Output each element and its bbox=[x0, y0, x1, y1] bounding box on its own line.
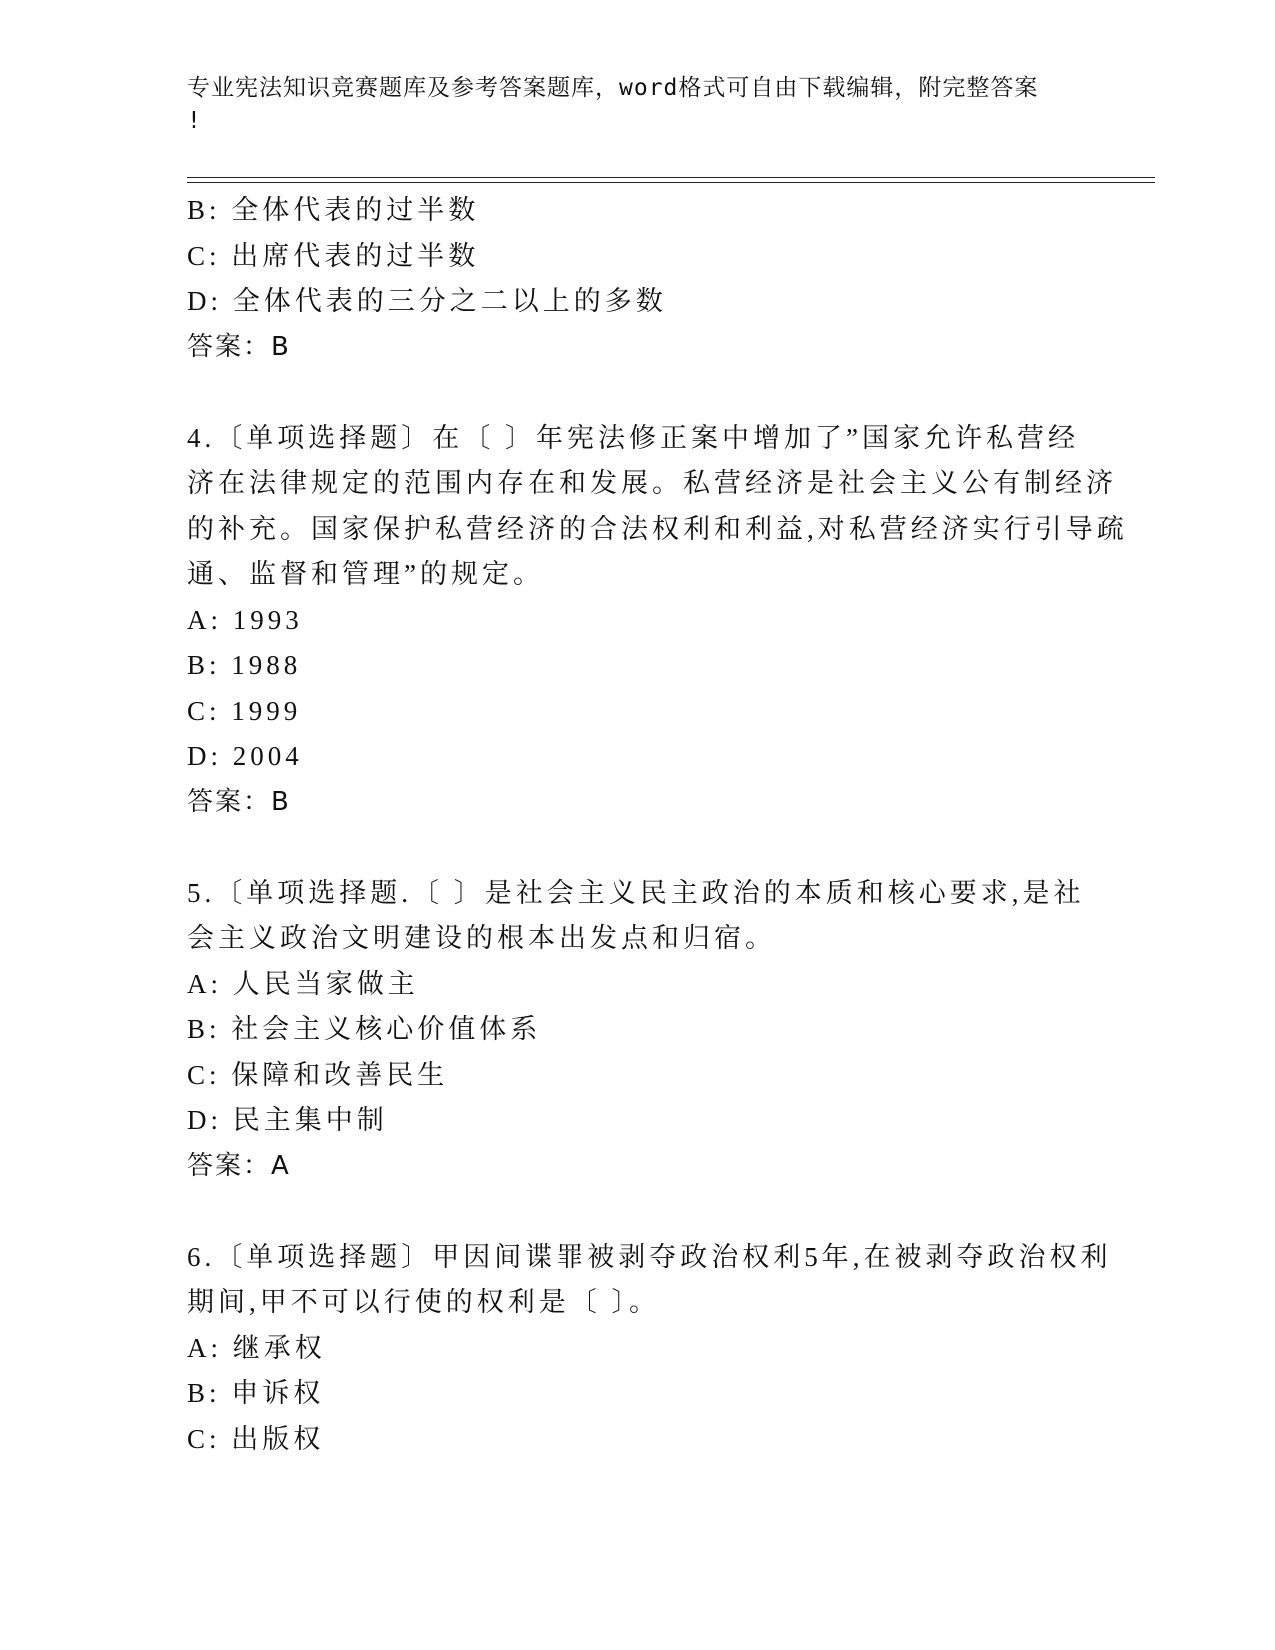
document-header bbox=[187, 72, 1067, 138]
question-stem-line: 5.〔单项选择题.〔 〕是社会主义民主政治的本质和核心要求,是社 bbox=[187, 877, 1085, 908]
header-rule-bottom bbox=[187, 182, 1155, 183]
question-4 bbox=[187, 416, 1128, 826]
question-stem-line: 的补充。国家保护私营经济的合法权利和利益,对私营经济实行引导疏 bbox=[187, 513, 1128, 544]
option-b: B: 1988 bbox=[187, 650, 302, 680]
question-stem-line: 6.〔单项选择题〕甲因间谍罪被剥夺政治权利5年,在被剥夺政治权利 bbox=[187, 1241, 1112, 1272]
option-b: B: 社会主义核心价值体系 bbox=[187, 1014, 542, 1044]
question-stem-line: 期间,甲不可以行使的权利是〔 〕。 bbox=[187, 1287, 660, 1317]
question-spacer bbox=[187, 370, 1087, 416]
question-stem-line: 济在法律规定的范围内存在和发展。私营经济是社会主义公有制经济 bbox=[187, 468, 1117, 498]
option-d: D: 民主集中制 bbox=[187, 1105, 388, 1135]
question-stem bbox=[187, 871, 1087, 962]
header-title-line-end: ! bbox=[187, 108, 202, 134]
question-spacer bbox=[187, 825, 1087, 871]
option-a: A: 继承权 bbox=[187, 1332, 326, 1363]
option-c: C: 出席代表的过半数 bbox=[187, 240, 480, 271]
option-b: B: 全体代表的过半数 bbox=[187, 195, 480, 225]
option-c: C: 出版权 bbox=[187, 1423, 325, 1454]
question-stem-line: 4.〔单项选择题〕在〔 〕年宪法修正案中增加了”国家允许私营经 bbox=[187, 422, 1079, 453]
answer-line: 答案：B bbox=[187, 786, 291, 817]
question-stem-line: 通、监督和管理”的规定。 bbox=[187, 559, 544, 589]
option-c: C: 保障和改善民生 bbox=[187, 1059, 449, 1090]
answer-line: 答案：B bbox=[187, 331, 291, 362]
option-c: C: 1999 bbox=[187, 695, 302, 726]
question-stem-line: 会主义政治文明建设的根本出发点和归宿。 bbox=[187, 923, 776, 953]
question-stem bbox=[187, 416, 1128, 598]
option-a: A: 1993 bbox=[187, 604, 303, 635]
header-title-line: 专业宪法知识竞赛题库及参考答案题库，word格式可自由下载编辑，附完整答案 bbox=[187, 75, 1039, 101]
question-stem bbox=[187, 1235, 1112, 1326]
question-3-continued bbox=[187, 188, 1087, 370]
header-rule-top bbox=[187, 177, 1155, 178]
question-spacer bbox=[187, 1189, 1087, 1235]
option-d: D: 2004 bbox=[187, 741, 303, 771]
option-b: B: 申诉权 bbox=[187, 1378, 325, 1408]
option-d: D: 全体代表的三分之二以上的多数 bbox=[187, 286, 667, 316]
question-6 bbox=[187, 1235, 1112, 1463]
option-a: A: 人民当家做主 bbox=[187, 968, 419, 999]
question-content bbox=[187, 188, 1128, 1462]
answer-line: 答案：A bbox=[187, 1150, 291, 1181]
question-5 bbox=[187, 871, 1087, 1190]
